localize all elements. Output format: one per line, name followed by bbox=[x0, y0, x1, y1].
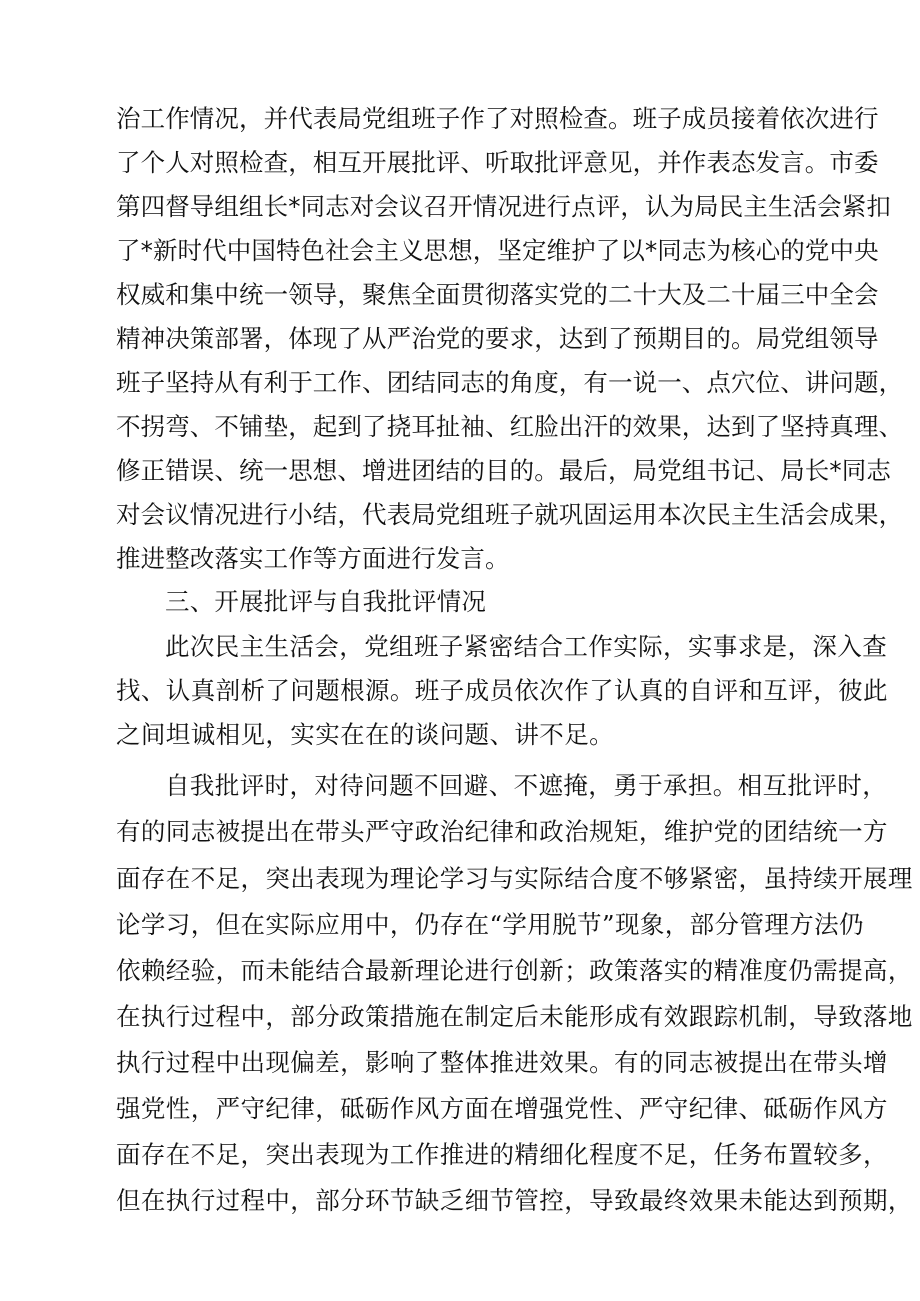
paragraph-line: 但在执行过程中，部分环节缺乏细节管控，导致最终效果未能达到预期， bbox=[116, 1186, 913, 1215]
paragraph-line: 面存在不足，突出表现为理论学习与实际结合度不够紧密，虽持续开展理 bbox=[116, 864, 913, 893]
paragraph-line: 推进整改落实工作等方面进行发言。 bbox=[116, 544, 510, 573]
paragraph-line: 找、认真剖析了问题根源。班子成员依次作了认真的自评和互评，彼此 bbox=[116, 676, 888, 705]
paragraph-line: 自我批评时，对待问题不回避、不遮掩，勇于承担。相互批评时， bbox=[165, 771, 888, 800]
paragraph-line: 了*新时代中国特色社会主义思想，坚定维护了以*同志为核心的党中央 bbox=[116, 236, 879, 265]
paragraph-line: 权威和集中统一领导，聚焦全面贯彻落实党的二十大及二十届三中全会 bbox=[116, 280, 879, 309]
paragraph-line: 有的同志被提出在带头严守政治纪律和政治规矩，维护党的团结统一方 bbox=[116, 817, 888, 846]
paragraph-line: 对会议情况进行小结，代表局党组班子就巩固运用本次民主生活会成果， bbox=[116, 500, 904, 529]
paragraph-line: 此次民主生活会，党组班子紧密结合工作实际，实事求是，深入查 bbox=[165, 632, 888, 661]
paragraph-line: 不拐弯、不铺垫，起到了挠耳扯袖、红脸出汗的效果，达到了坚持真理、 bbox=[116, 412, 904, 441]
paragraph-line: 第四督导组组长*同志对会议召开情况进行点评，认为局民主生活会紧扣 bbox=[116, 192, 891, 221]
paragraph-line: 执行过程中出现偏差，影响了整体推进效果。有的同志被提出在带头增 bbox=[116, 1048, 888, 1077]
paragraph-line: 强党性，严守纪律，砥砺作风方面在增强党性、严守纪律、砥砺作风方 bbox=[116, 1094, 888, 1123]
paragraph-line: 之间坦诚相见，实实在在的谈问题、讲不足。 bbox=[116, 720, 614, 749]
paragraph-line: 修正错误、统一思想、增进团结的目的。最后，局党组书记、局长*同志 bbox=[116, 456, 891, 485]
paragraph-line: 论学习，但在实际应用中，仍存在“学用脱节”现象，部分管理方法仍 bbox=[116, 910, 864, 939]
paragraph-line: 精神决策部署，体现了从严治党的要求，达到了预期目的。局党组领导 bbox=[116, 324, 879, 353]
paragraph-line: 面存在不足，突出表现为工作推进的精细化程度不足，任务布置较多， bbox=[116, 1140, 888, 1169]
paragraph-line: 治工作情况，并代表局党组班子作了对照检查。班子成员接着依次进行 bbox=[116, 104, 879, 133]
paragraph-line: 班子坚持从有利于工作、团结同志的角度，有一说一、点穴位、讲问题， bbox=[116, 368, 904, 397]
paragraph-line: 依赖经验，而未能结合最新理论进行创新；政策落实的精准度仍需提高， bbox=[116, 956, 913, 985]
paragraph-line: 在执行过程中，部分政策措施在制定后未能形成有效跟踪机制，导致落地 bbox=[116, 1002, 913, 1031]
paragraph-line: 了个人对照检查，相互开展批评、听取批评意见，并作表态发言。市委 bbox=[116, 148, 879, 177]
section-heading: 三、开展批评与自我批评情况 bbox=[165, 587, 487, 616]
